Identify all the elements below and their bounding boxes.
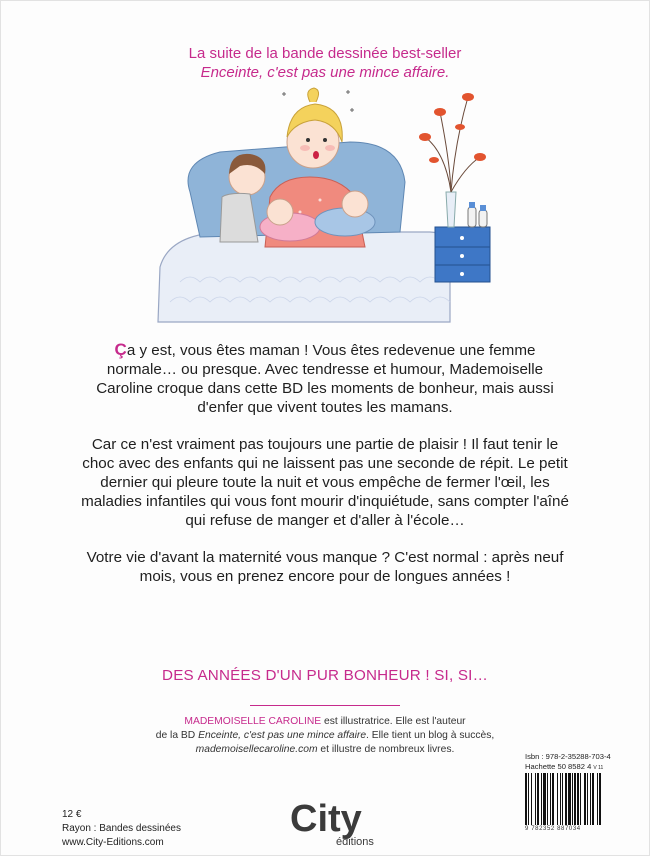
barcode-icon	[523, 773, 631, 825]
barcode-bar	[562, 773, 563, 825]
logo-subtitle: éditions	[336, 836, 374, 848]
barcode-bar	[580, 773, 581, 825]
barcode-bar	[565, 773, 567, 825]
barcode-bar	[592, 773, 594, 825]
logo-wordmark: City	[290, 798, 362, 840]
barcode-bar	[597, 773, 598, 825]
synopsis	[80, 340, 570, 604]
synopsis-p1-text: a y est, vous êtes maman ! Vous êtes redevenue une femme normale… ou presque. Avec tendresse et humour, Mademoiselle Caroline croque dans cette BD les moments de bonheur, mais aussi d'enfer que vivent toutes les mamans.	[96, 342, 554, 416]
barcode-bar	[550, 773, 551, 825]
city-editions-logo	[288, 795, 388, 850]
barcode-bar	[599, 773, 601, 825]
barcode-bar	[528, 773, 529, 825]
barcode-bar	[525, 773, 527, 825]
isbn-block	[525, 752, 635, 773]
author-bio-text-4: et illustre de nombreux livres.	[317, 744, 455, 755]
publisher-website: www.City-Editions.com	[62, 837, 164, 848]
barcode-bar	[568, 773, 571, 825]
synopsis-paragraph-3: Votre vie d'avant la maternité vous manque ? C'est normal : après neuf mois, vous en prenez encore pour de longues années !	[86, 549, 564, 585]
barcode-bar	[577, 773, 579, 825]
author-bio-text-3: . Elle tient un blog à succès,	[366, 730, 495, 741]
mother-with-twins-illustration	[150, 82, 510, 327]
synopsis-paragraph-2: Car ce n'est vraiment pas toujours une partie de plaisir ! Il faut tenir le choc avec des enfants qui ne laissent pas une seconde de répit. Le petit dernier qui pleure toute la nuit et vous empêche de fermer l'œil, les maladies infantiles qui vous font mourir d'inquiétude, sans compter l'aîné qui refuse de manger et d'aller à l'école…	[81, 436, 569, 529]
synopsis-paragraph-1	[80, 340, 570, 417]
tagline-line1: La suite de la bande dessinée best-seller	[188, 45, 462, 62]
barcode-bar	[584, 773, 586, 825]
barcode-bar	[535, 773, 536, 825]
divider	[250, 705, 400, 706]
barcode-bar	[587, 773, 588, 825]
author-bio-text-1: est illustratrice. Elle est l'auteur	[321, 716, 466, 727]
slogan: DES ANNÉES D'UN PUR BONHEUR ! SI, SI…	[162, 667, 488, 684]
author-book-title: Enceinte, c'est pas une mince affaire	[198, 730, 367, 741]
barcode-bar	[531, 773, 532, 825]
hachette-number	[525, 762, 635, 773]
hachette-code: Hachette 50 8582 4	[525, 762, 592, 771]
drop-cap: Ç	[114, 340, 127, 359]
author-name: MADEMOISELLE CAROLINE	[184, 716, 322, 727]
author-blog-url: mademoisellecaroline.com	[195, 744, 318, 755]
author-bio	[140, 715, 510, 757]
isbn-version: V 11	[593, 765, 604, 771]
barcode-bar	[574, 773, 576, 825]
isbn-number: Isbn : 978-2-35288-703-4	[525, 752, 611, 761]
barcode-bar	[557, 773, 558, 825]
barcode-bar	[537, 773, 539, 825]
barcode-bar	[552, 773, 554, 825]
barcode-bar	[560, 773, 561, 825]
author-bio-text-2: de la BD	[155, 730, 199, 741]
barcode-bar	[572, 773, 573, 825]
barcode-bar	[547, 773, 548, 825]
barcode-bar	[543, 773, 546, 825]
barcode-bar	[590, 773, 591, 825]
shelf-category: Rayon : Bandes dessinées	[62, 823, 181, 834]
price-block	[62, 808, 181, 850]
tagline	[0, 44, 650, 82]
tagline-line2: Enceinte, c'est pas une mince affaire.	[200, 64, 450, 81]
price: 12 €	[62, 809, 82, 820]
barcode-digits: 9 782352 887034	[525, 826, 581, 832]
barcode-bar	[541, 773, 542, 825]
